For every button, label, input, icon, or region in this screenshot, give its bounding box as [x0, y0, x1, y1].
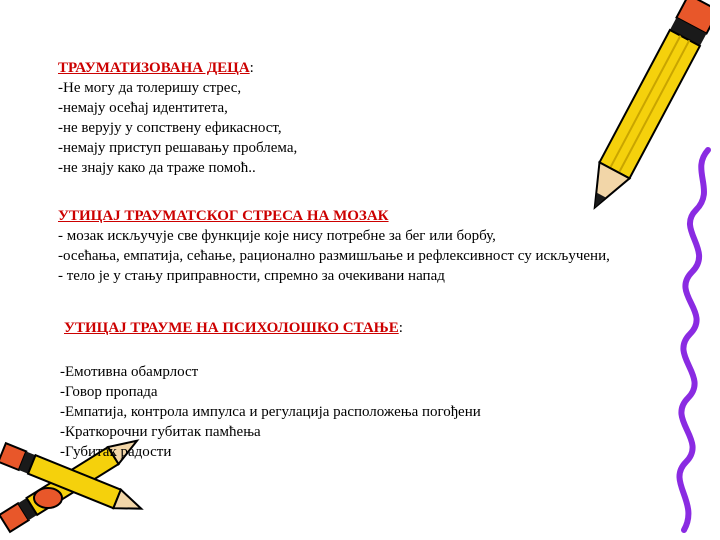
list-item: -Губитак радости: [60, 444, 172, 460]
section-psychological-state-heading: [64, 318, 403, 338]
section-heading: УТИЦАЈ ТРАУМЕ НА ПСИХОЛОШКО СТАЊЕ: [64, 320, 399, 336]
list-item: -немају осећај идентитета,: [58, 100, 228, 116]
list-item: -Емотивна обамрлост: [60, 364, 199, 380]
list-item: -осећања, емпатија, сећање, рационално размишљање и рефлексивност су искључени,: [58, 248, 610, 264]
list-item: -не верују у сопствену ефикасност,: [58, 120, 282, 136]
section-heading: УТИЦАЈ ТРАУМАТСКОГ СТРЕСА НА МОЗАК: [58, 208, 389, 224]
section-heading-line: [58, 58, 297, 78]
list-item: -немају приступ решавању проблема,: [58, 140, 298, 156]
pencil-icon: [590, 0, 710, 230]
section-stress-on-brain: [58, 206, 610, 286]
list-item: - тело је у стању приправности, спремно за очекивани напад: [58, 268, 445, 284]
list-item: -Говор пропада: [60, 384, 158, 400]
section-traumatized-children: [58, 58, 297, 178]
list-item: -Краткорочни губитак памћења: [60, 424, 261, 440]
section-psychological-state-list: [60, 362, 481, 462]
list-item: -не знају како да траже помоћ..: [58, 160, 256, 176]
list-item: -Емпатија, контрола импулса и регулација расположења погођени: [60, 404, 481, 420]
heading-suffix: :: [249, 60, 254, 76]
section-heading: ТРАУМАТИЗОВАНА ДЕЦА: [58, 60, 250, 76]
list-item: -Не могу да толеришу стрес,: [58, 80, 242, 96]
heading-suffix: :: [398, 320, 403, 336]
list-item: - мозак искључује све функције које нису потребне за бег или борбу,: [58, 228, 496, 244]
